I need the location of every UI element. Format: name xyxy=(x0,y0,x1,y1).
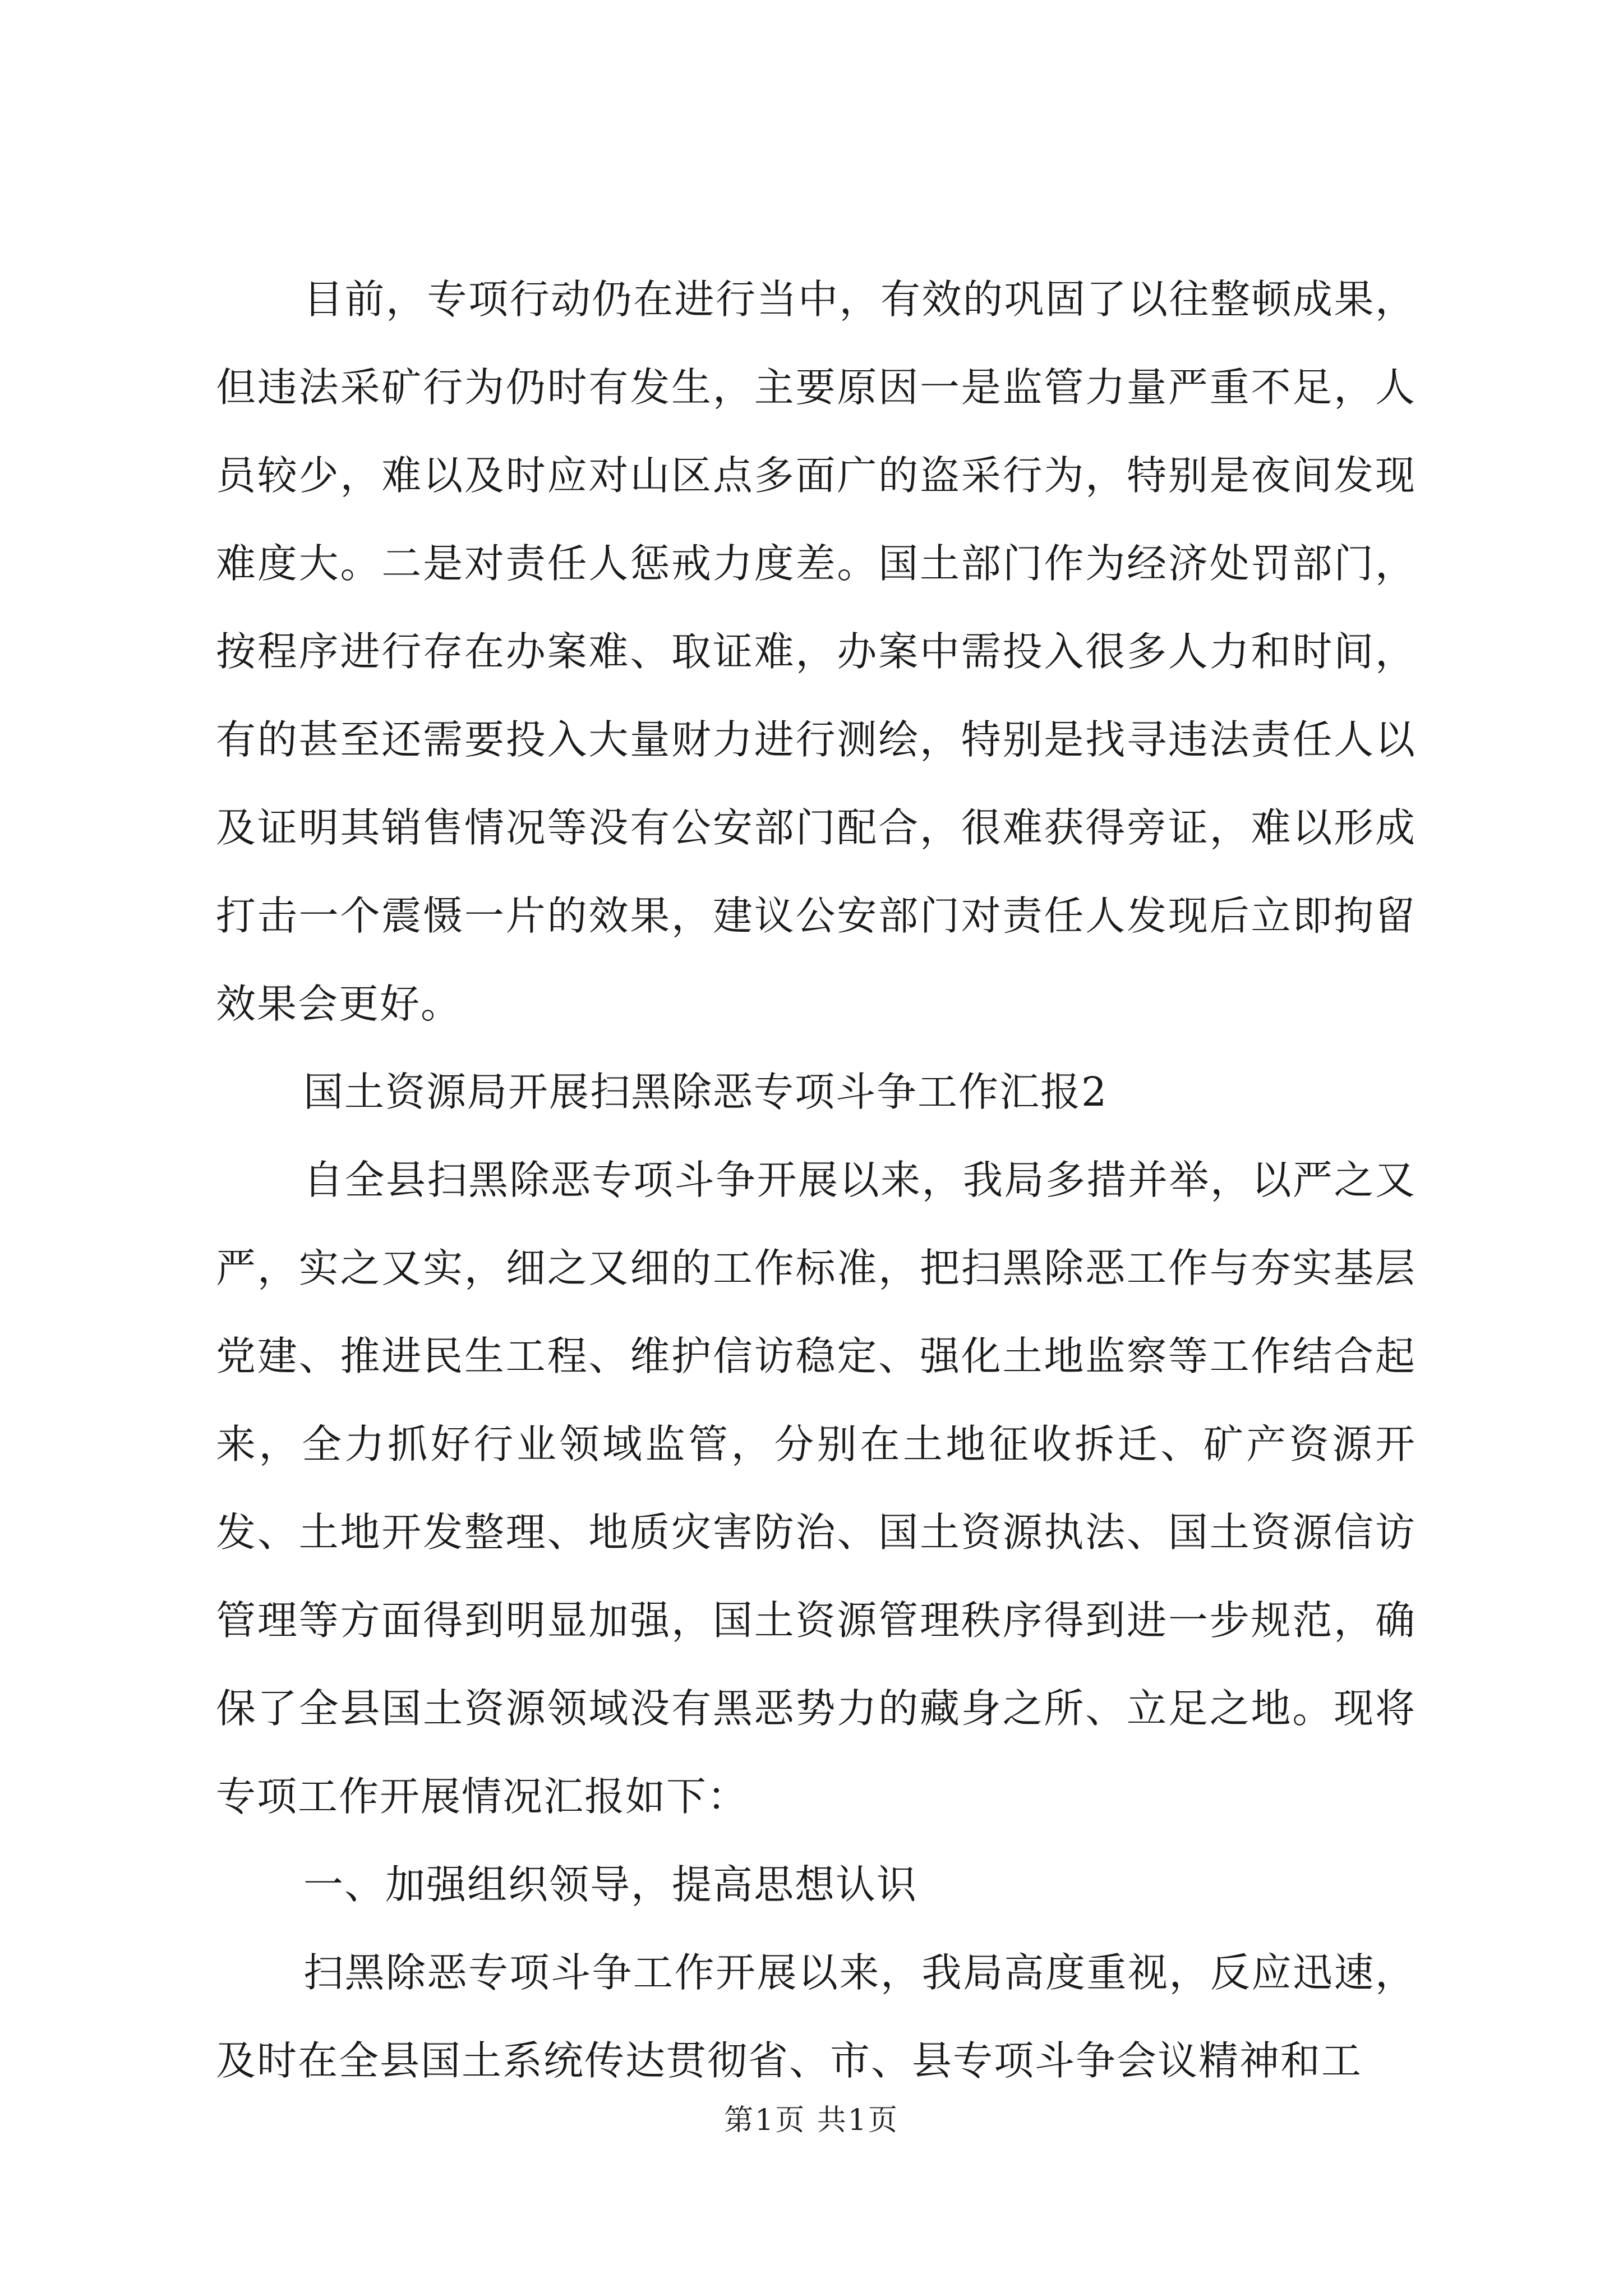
page-number-footer: 第1页 共1页 xyxy=(724,2104,899,2137)
section-heading-1: 一、加强组织领导，提高思想认识 xyxy=(303,1861,918,1908)
paragraph-mining-status: 目前，专项行动仍在进行当中，有效的巩固了以往整顿成果，但违法采矿行为仍时有发生，主要原因一是监管力量严重不足，人员较少，难以及时应对山区点多面广的盗采行为，特别是夜间发现难度大。二是对责任人惩戒力度差。国土部门作为经济处罚部门，按程序进行存在办案难、取证难，办案中需投入很多人力和时间，有的甚至还需要投入大量财力进行测绘，特别是找寻违法责任人以及证明其销售情况等没有公安部门配合，很难获得旁证，难以形成打击一个震慑一片的效果，建议公安部门对责任人发现后立即拘留效果会更好。 xyxy=(216,276,1416,1027)
report-title: 国土资源局开展扫黑除恶专项斗争工作汇报2 xyxy=(303,1069,1108,1115)
paragraph-report-intro: 自全县扫黑除恶专项斗争开展以来，我局多措并举，以严之又严，实之又实，细之又细的工作标准，把扫黑除恶工作与夯实基层党建、推进民生工程、维护信访稳定、强化土地监察等工作结合起来，全力抓好行业领域监管，分别在土地征收拆迁、矿产资源开发、土地开发整理、地质灾害防治、国土资源执法、国土资源信访管理等方面得到明显加强，国土资源管理秩序得到进一步规范，确保了全县国土资源领域没有黑恶势力的藏身之所、立足之地。现将专项工作开展情况汇报如下： xyxy=(216,1157,1416,1820)
document-body xyxy=(216,255,1416,2105)
paragraph-section-1: 扫黑除恶专项斗争工作开展以来，我局高度重视，反应迅速，及时在全县国土系统传达贯彻省、市、县专项斗争会议精神和工 xyxy=(216,1949,1416,2084)
